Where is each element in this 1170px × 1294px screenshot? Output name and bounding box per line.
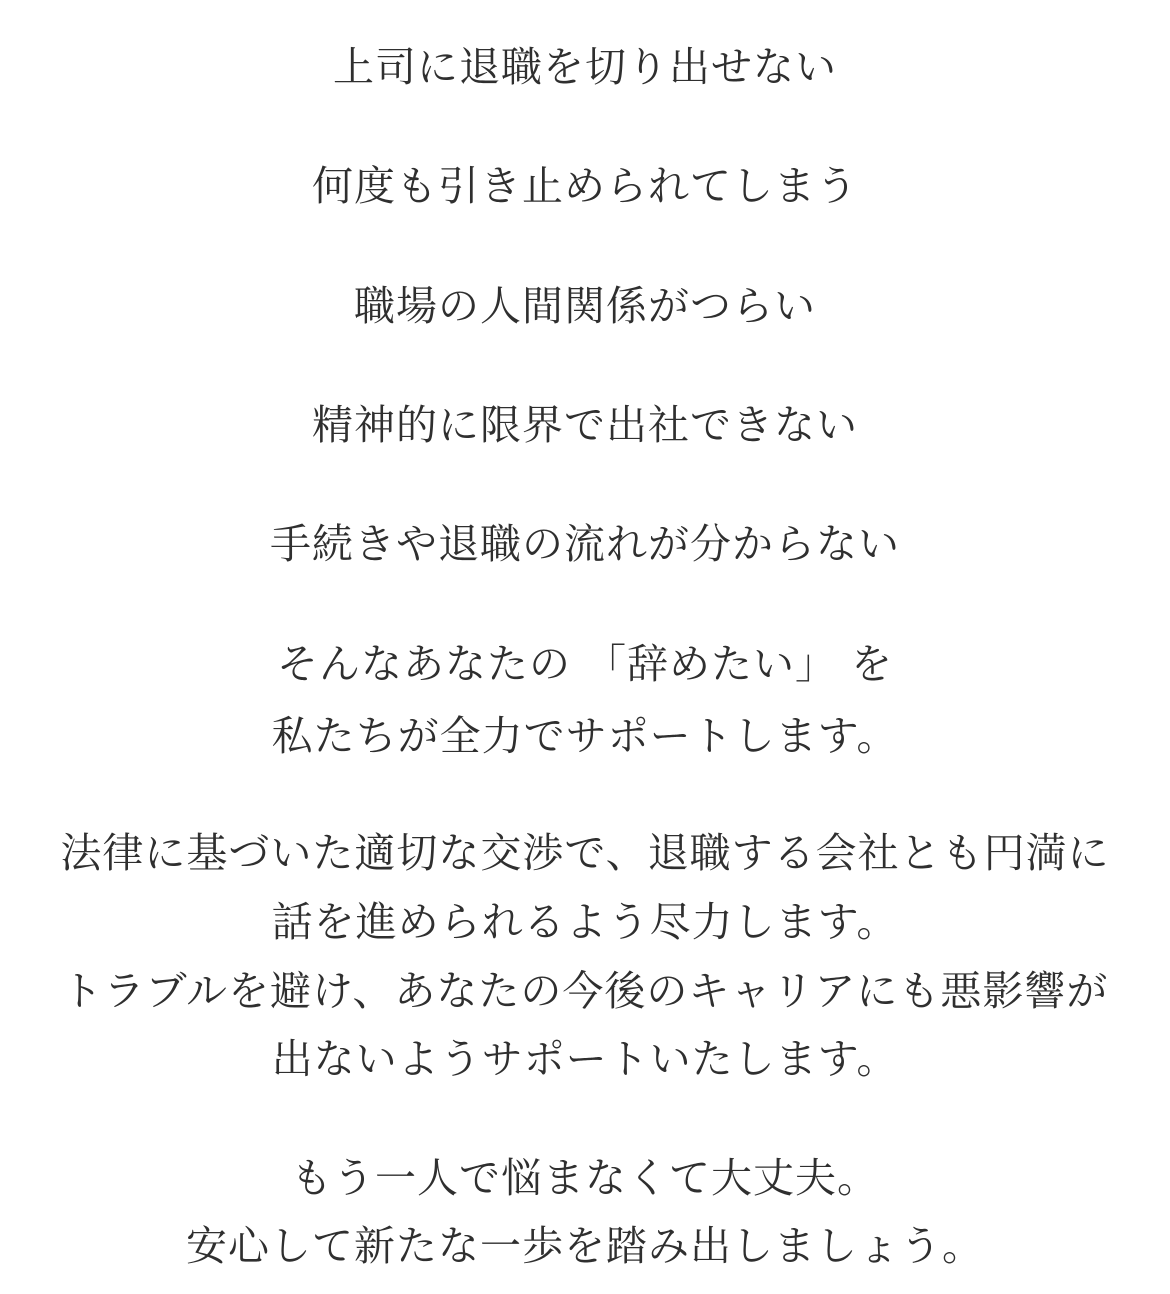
concern-text: 手続きや退職の流れが分からない: [270, 520, 900, 568]
concern-text: 職場の人間関係がつらい: [354, 282, 816, 330]
support-text: そんなあなたの 「辞めたい」 を: [276, 640, 894, 688]
detail-text: トラブルを避け、あなたの今後のキャリアにも悪影響が: [61, 967, 1109, 1015]
concern-text: 精神的に限界で出社できない: [312, 401, 858, 449]
support-text: 私たちが全力でサポートします。: [271, 712, 899, 760]
closing-text: 安心して新たな一歩を踏み出しましょう。: [186, 1222, 984, 1270]
concern-text: 上司に退職を切り出せない: [333, 43, 837, 91]
detail-text: 出ないようサポートいたします。: [271, 1035, 899, 1083]
concern-text: 何度も引き止められてしまう: [312, 162, 858, 210]
closing-text: もう一人で悩まなくて大丈夫。: [291, 1154, 879, 1202]
detail-text: 法律に基づいた適切な交渉で、退職する会社とも円満に: [60, 829, 1110, 877]
detail-text: 話を進められるよう尽力します。: [271, 898, 899, 946]
